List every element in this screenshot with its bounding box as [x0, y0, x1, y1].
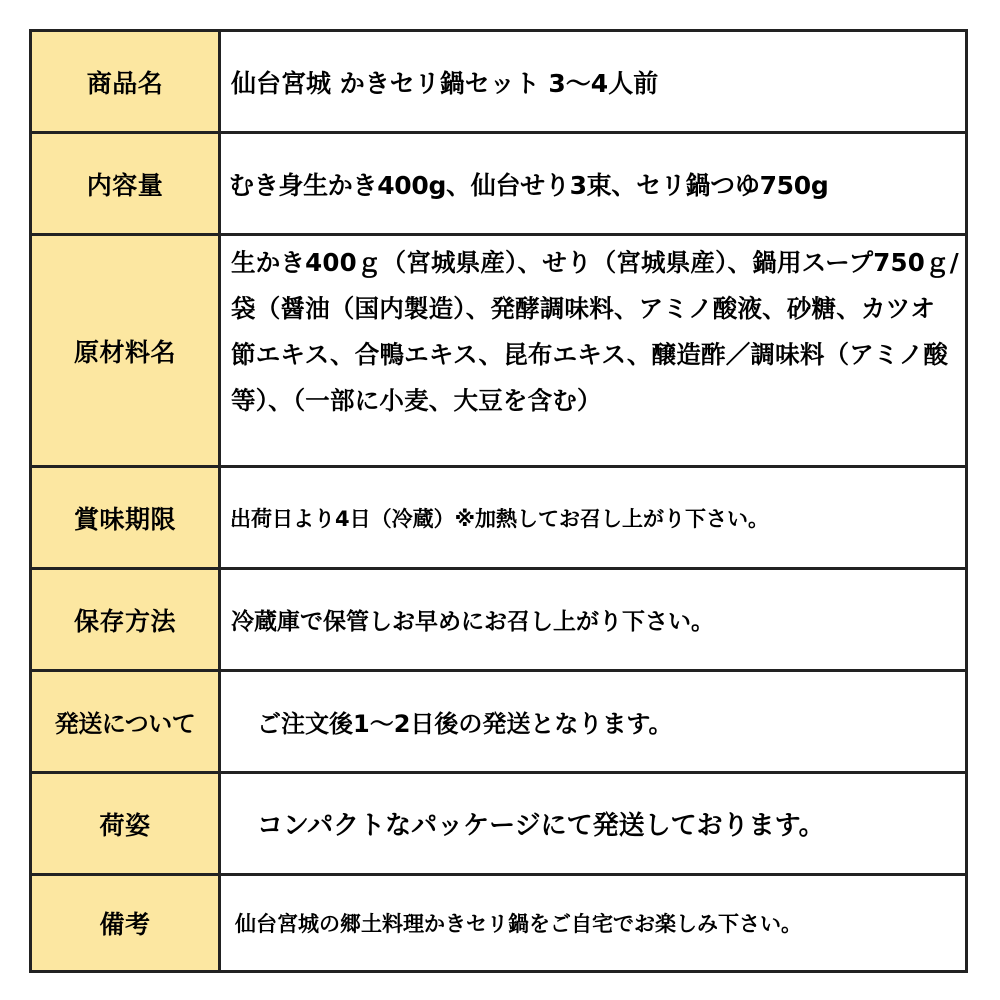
row-shipping [32, 672, 965, 774]
label-storage: 保存方法 [32, 570, 221, 669]
label-ingredients: 原材料名 [32, 236, 221, 465]
value-product-name: 仙台宮城 かきセリ鍋セット 3～4人前 [231, 68, 659, 98]
label-product-name: 商品名 [32, 32, 221, 131]
value-storage: 冷蔵庫で保管しお早めにお召し上がり下さい。 [231, 609, 714, 635]
row-notes [32, 876, 965, 970]
value-ingredients [221, 236, 965, 465]
row-packaging [32, 774, 965, 876]
value-best-before: 出荷日より4日（冷蔵）※加熱してお召し上がり下さい。 [230, 506, 770, 531]
label-packaging: 荷姿 [32, 774, 221, 873]
product-spec-table [29, 29, 968, 973]
row-product-name [32, 32, 965, 134]
value-notes: 仙台宮城の郷土料理かきセリ鍋をご自宅でお楽しみ下さい。 [235, 912, 802, 936]
label-shipping: 発送について [32, 672, 221, 771]
ingredients-text: 生かき400ｇ（宮城県産）、せり（宮城県産）、鍋用スープ750ｇ/袋（醤油（国内製造）、発酵調味料、アミノ酸液、砂糖、カツオ節エキス、合鴨エキス、昆布エキス、醸造酢／調味料（アミノ酸等）、（一部に小麦、大豆を含む） [231, 248, 959, 415]
value-packaging: コンパクトなパッケージにて発送しております。 [257, 811, 825, 841]
label-notes: 備考 [32, 876, 221, 970]
row-storage [32, 570, 965, 672]
label-best-before: 賞味期限 [32, 468, 221, 567]
row-ingredients [32, 236, 965, 468]
value-shipping: ご注文後1～2日後の発送となります。 [257, 710, 673, 738]
label-contents: 内容量 [32, 134, 221, 233]
row-best-before [32, 468, 965, 570]
row-contents [32, 134, 965, 236]
value-contents: むき身生かき400g、仙台せり3束、セリ鍋つゆ750g [229, 170, 829, 200]
